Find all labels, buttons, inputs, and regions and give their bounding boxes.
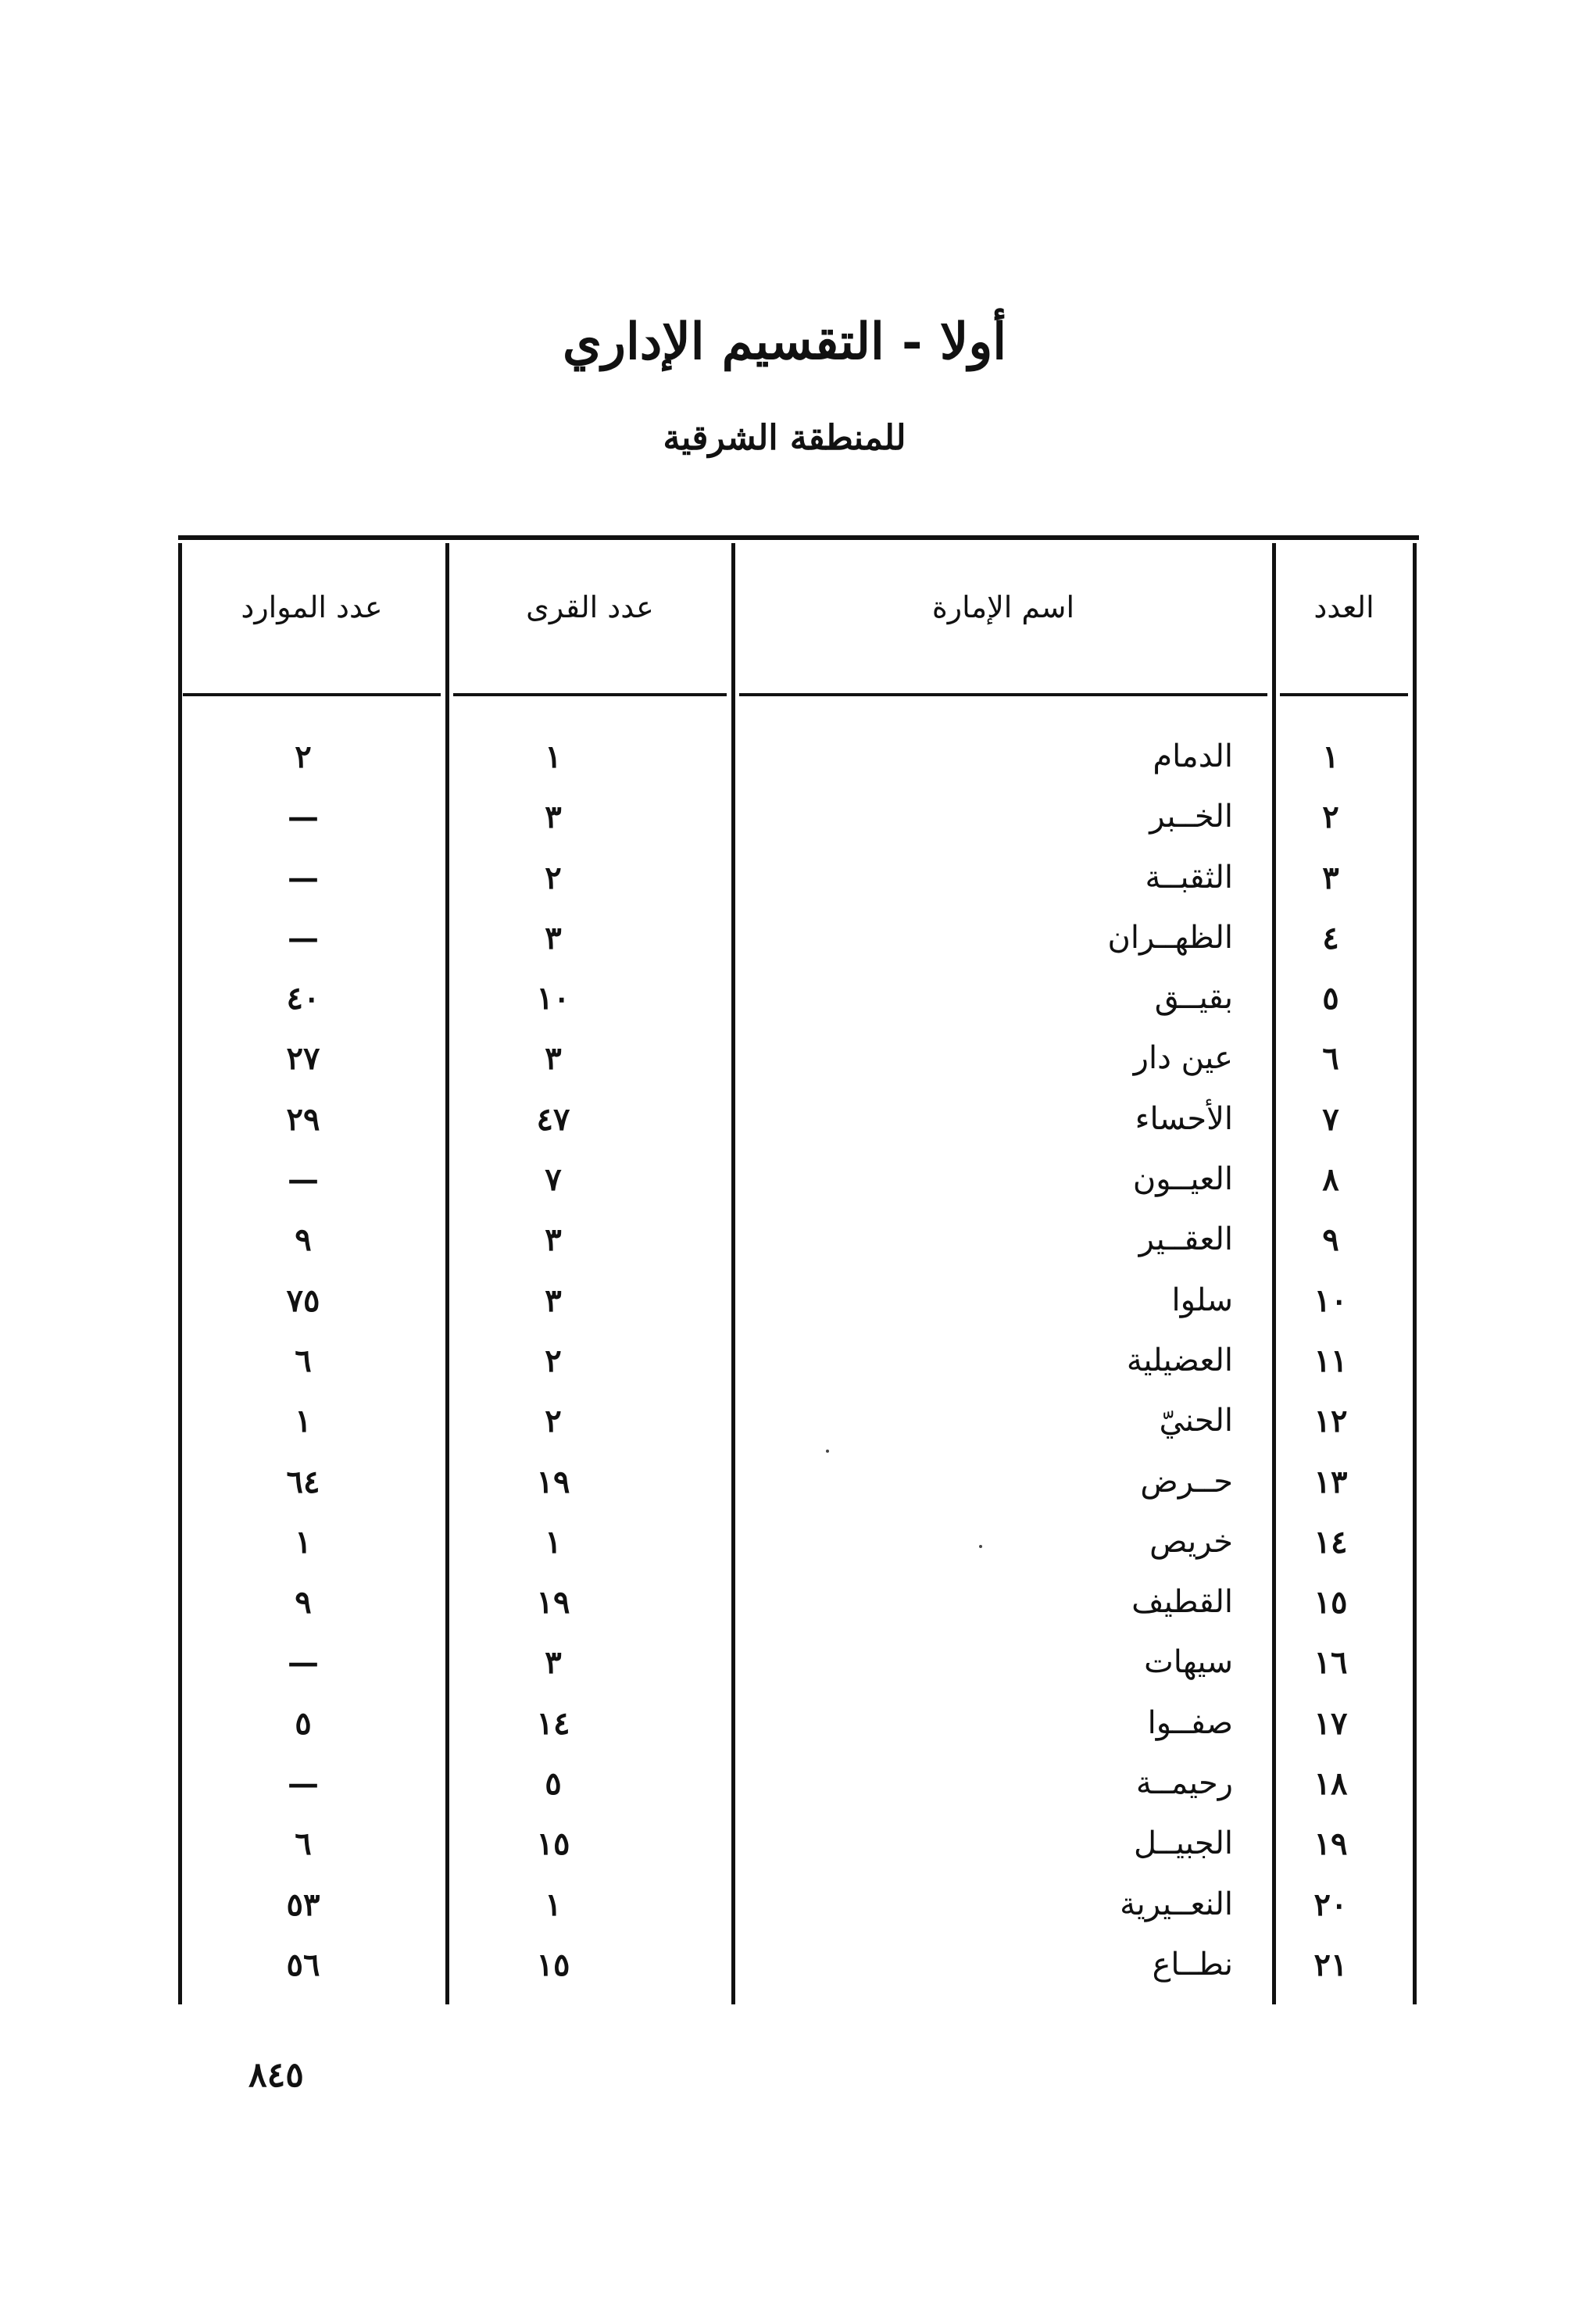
- table-body: [178, 727, 1419, 1995]
- row-number: ١٠: [1313, 1282, 1348, 1319]
- village-count: ٣: [545, 1040, 562, 1078]
- village-count: ٣: [545, 799, 562, 836]
- row-number: ٢: [1322, 799, 1339, 836]
- row-number: ١٤: [1313, 1523, 1348, 1561]
- resource-count: —: [288, 859, 319, 896]
- emirate-name: عين دار: [1133, 1040, 1233, 1077]
- table-row: [178, 1271, 1419, 1331]
- resource-count: ٢: [295, 738, 312, 775]
- table-row: [178, 1391, 1419, 1451]
- resource-count: —: [288, 1644, 319, 1682]
- emirate-name: حــرض: [1140, 1463, 1233, 1500]
- resource-count: ٥٦: [286, 1946, 320, 1983]
- row-number: ٢١: [1313, 1946, 1348, 1983]
- scan-speck: [979, 1545, 982, 1548]
- emirate-name: الأحساء: [1135, 1100, 1233, 1137]
- table-row: [178, 1935, 1419, 1995]
- emirate-name: خريص: [1149, 1523, 1233, 1560]
- table-row: [178, 1512, 1419, 1572]
- scan-speck: [826, 1450, 829, 1453]
- page-subtitle: للمنطقة الشرقية: [663, 418, 906, 458]
- resource-count: —: [288, 1765, 319, 1803]
- resource-count: ٤٠: [286, 980, 320, 1017]
- village-count: ٢: [545, 859, 562, 896]
- row-number: ١٦: [1313, 1644, 1348, 1682]
- village-count: ٥: [545, 1765, 562, 1803]
- village-count: ٢: [545, 1403, 562, 1440]
- resource-count: ٩: [295, 1584, 312, 1621]
- village-count: ١٠: [536, 980, 570, 1017]
- row-number: ١٥: [1313, 1584, 1348, 1621]
- emirate-name: الدمام: [1153, 738, 1233, 774]
- header-separator: [183, 693, 441, 696]
- village-count: ١٥: [536, 1946, 570, 1983]
- row-number: ١٧: [1313, 1704, 1348, 1742]
- village-count: ١: [545, 1523, 562, 1561]
- resource-count: ٩: [295, 1221, 312, 1259]
- village-count: ١: [545, 1886, 562, 1923]
- emirate-name: القطيف: [1131, 1584, 1233, 1621]
- header-separator: [453, 693, 727, 696]
- village-count: ١٤: [536, 1704, 570, 1742]
- emirate-name: العيــون: [1132, 1161, 1233, 1198]
- table-row: [178, 908, 1419, 968]
- table-row: [178, 968, 1419, 1028]
- resource-count: ٥٣: [286, 1886, 320, 1923]
- row-number: ٧: [1322, 1100, 1339, 1138]
- row-number: ١: [1322, 738, 1339, 775]
- table-row: [178, 1814, 1419, 1874]
- table-row: [178, 1693, 1419, 1754]
- row-number: ٦: [1322, 1040, 1339, 1078]
- emirates-table: [178, 535, 1419, 2004]
- row-number: ١١: [1313, 1342, 1348, 1379]
- emirate-name: الظهــران: [1107, 919, 1233, 956]
- table-row: [178, 1149, 1419, 1210]
- village-count: ٣: [545, 1644, 562, 1682]
- emirate-name: الخــبر: [1149, 799, 1233, 835]
- table-top-rule: [178, 535, 1419, 540]
- row-number: ١٩: [1313, 1825, 1348, 1863]
- village-count: ٣: [545, 919, 562, 956]
- table-row: [178, 1210, 1419, 1270]
- emirate-name: سيهات: [1144, 1644, 1233, 1681]
- village-count: ٤٧: [536, 1100, 570, 1138]
- village-count: ٣: [545, 1221, 562, 1259]
- table-row: [178, 727, 1419, 787]
- resource-count: ٦٤: [286, 1463, 320, 1500]
- table-row: [178, 787, 1419, 847]
- resource-count: ٢٩: [286, 1100, 320, 1138]
- table-row: [178, 848, 1419, 908]
- row-number: ٣: [1322, 859, 1339, 896]
- row-number: ١٢: [1313, 1403, 1348, 1440]
- resource-count: —: [288, 919, 319, 956]
- emirate-name: صفــوا: [1147, 1704, 1233, 1741]
- resource-count: ١: [295, 1403, 312, 1440]
- village-count: ١: [545, 738, 562, 775]
- resource-count: ٥: [295, 1704, 312, 1742]
- emirate-name: الحنيّ: [1159, 1403, 1233, 1439]
- page-number: ٨٤٥: [248, 2055, 304, 2095]
- village-count: ١٩: [536, 1463, 570, 1500]
- row-number: ٤: [1322, 919, 1339, 956]
- table-row: [178, 1754, 1419, 1814]
- table-row: [178, 1452, 1419, 1512]
- resource-count: ٦: [295, 1342, 312, 1379]
- row-number: ٨: [1322, 1161, 1339, 1199]
- table-row: [178, 1089, 1419, 1149]
- header-separator: [739, 693, 1267, 696]
- header-villages: عدد القرى: [526, 590, 654, 624]
- village-count: ٣: [545, 1282, 562, 1319]
- emirate-name: النعــيرية: [1120, 1886, 1233, 1922]
- resource-count: ١: [295, 1523, 312, 1561]
- table-row: [178, 1632, 1419, 1693]
- village-count: ٢: [545, 1342, 562, 1379]
- emirate-name: العقــير: [1138, 1221, 1233, 1258]
- emirate-name: الجبيــل: [1134, 1825, 1233, 1862]
- table-row: [178, 1028, 1419, 1089]
- emirate-name: الثقبــة: [1145, 859, 1233, 896]
- row-number: ١٣: [1313, 1463, 1348, 1500]
- row-number: ١٨: [1313, 1765, 1348, 1803]
- resource-count: —: [288, 799, 319, 836]
- emirate-name: العضيلية: [1126, 1342, 1233, 1378]
- row-number: ٢٠: [1313, 1886, 1348, 1923]
- emirate-name: بقيــق: [1154, 980, 1233, 1017]
- village-count: ٧: [545, 1161, 562, 1199]
- village-count: ١٩: [536, 1584, 570, 1621]
- row-number: ٩: [1322, 1221, 1339, 1259]
- header-emirate: اسم الإمارة: [931, 590, 1075, 624]
- emirate-name: سلوا: [1171, 1282, 1233, 1318]
- resource-count: ٦: [295, 1825, 312, 1863]
- resource-count: ٢٧: [286, 1040, 320, 1078]
- row-number: ٥: [1322, 980, 1339, 1017]
- village-count: ١٥: [536, 1825, 570, 1863]
- table-row: [178, 1572, 1419, 1632]
- resource-count: —: [288, 1161, 319, 1199]
- emirate-name: نطــاع: [1152, 1946, 1233, 1983]
- header-number: العدد: [1313, 590, 1374, 624]
- page-title: أولا - التقسيم الإداري: [562, 313, 1007, 371]
- header-resources: عدد الموارد: [241, 590, 383, 624]
- header-separator: [1280, 693, 1408, 696]
- table-row: [178, 1875, 1419, 1935]
- emirate-name: رحيمــة: [1135, 1765, 1233, 1802]
- resource-count: ٧٥: [286, 1282, 320, 1319]
- table-row: [178, 1331, 1419, 1391]
